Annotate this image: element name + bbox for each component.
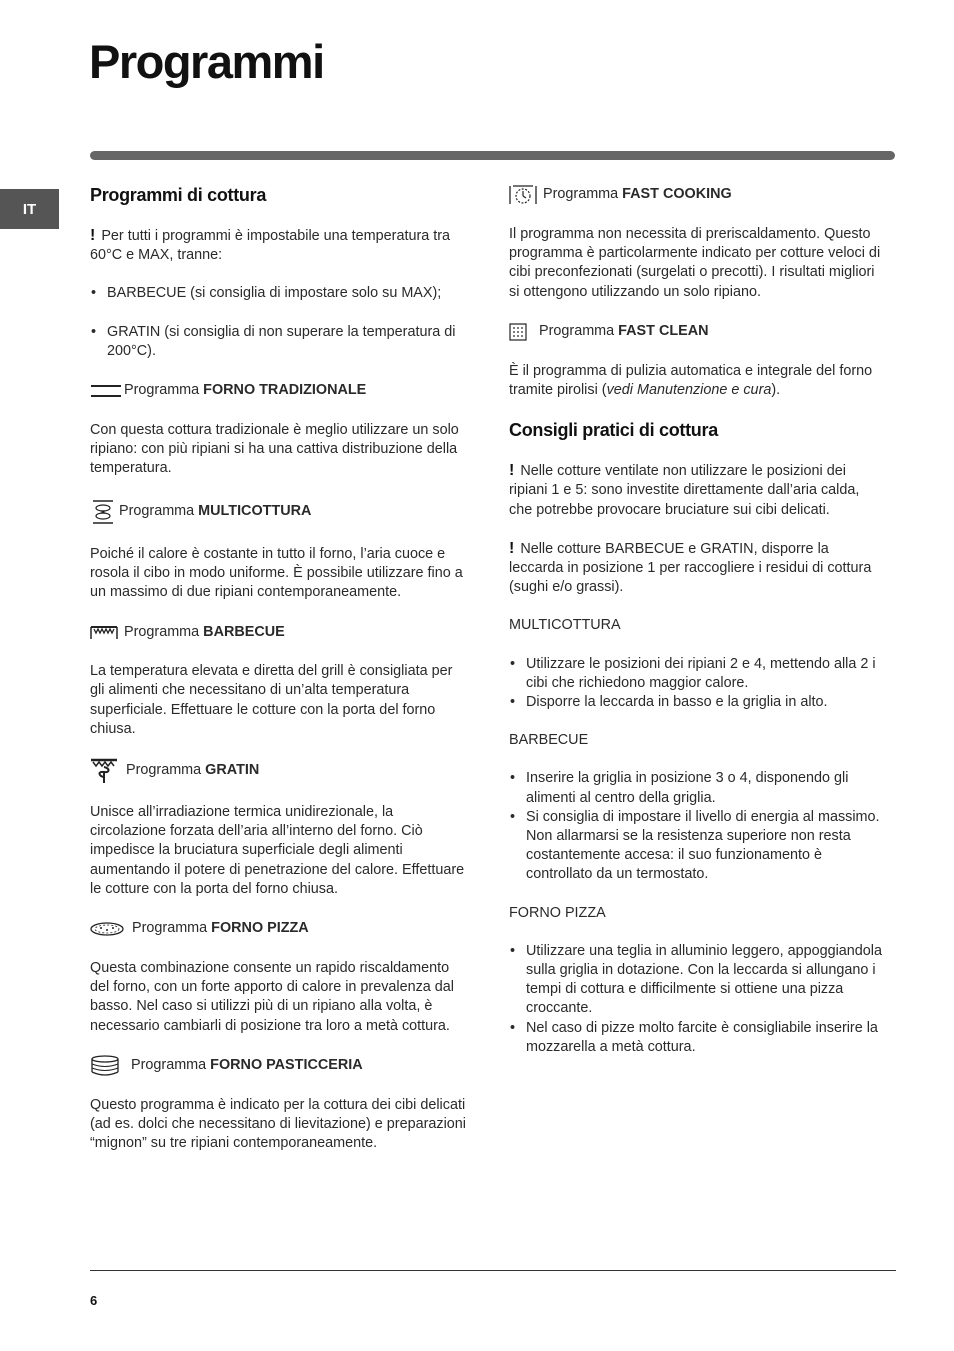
gratin-icon	[90, 758, 126, 784]
program-fast-cooking: Programma FAST COOKING	[509, 184, 883, 206]
forno-pizza-tips-list	[509, 942, 883, 1057]
program-description: È il programma di pulizia automatica e integrale del forno tramite pirolisi (vedi Manutenzione e cura).	[509, 362, 873, 399]
program-description: Con questa cottura tradizionale è meglio utilizzare un solo ripiano: con più ripiani si ha una cattiva distribuzione della temperatura.	[90, 422, 459, 477]
program-description: Questo programma è indicato per la cottura dei cibi delicati (ad es. dolci che necessitano di lievitazione) e preparazioni “mignon” su tre ripiani contemporaneamente.	[90, 1096, 466, 1152]
temperature-note: ! Per tutti i programmi è impostabile una temperatura tra 60°C e MAX, tranne:	[90, 227, 451, 264]
list-item: • GRATIN (si consiglia di non superare la temperatura di 200°C).	[90, 323, 466, 361]
program-barbecue: Programma BARBECUE	[90, 621, 466, 643]
tip-drip-tray: ! Nelle cotture BARBECUE e GRATIN, disporre la leccarda in posizione 1 per raccogliere i residui di cottura (sughi e/o grassi).	[509, 539, 872, 596]
header-divider-bar	[90, 151, 895, 160]
fan-icon	[90, 498, 119, 526]
grill-icon	[90, 624, 124, 640]
traditional-oven-icon	[90, 383, 124, 399]
warning-mark: !	[509, 539, 515, 557]
tip-ventilated: ! Nelle cotture ventilate non utilizzare le posizioni dei ripiani 1 e 5: sono investite direttamente dall’aria calda, che potrebbe provocare bruciature sui cibi delicati.	[509, 462, 860, 518]
program-description: Unisce all’irradiazione termica unidirezionale, la circolazione forzata dell’aria all’interno del forno. Ciò impedisce la bruciatura superficiale degli alimenti aumentando il potere di penetrazione del calore. Effettuare le cotture con la porta del forno chiusa.	[90, 804, 465, 897]
program-description: Poiché il calore è costante in tutto il forno, l’aria cuoce e rosola il cibo in modo uniforme. È possibile utilizzare fino a un massimo di due ripiani contemporaneamente.	[90, 545, 463, 601]
program-multicottura: Programma MULTICOTTURA	[90, 498, 466, 526]
pastry-icon	[90, 1055, 131, 1077]
program-forno-pizza: Programma FORNO PIZZA	[90, 918, 466, 940]
page-title: Programmi	[89, 35, 324, 88]
warning-mark: !	[509, 462, 515, 480]
multicottura-tips-list	[509, 655, 883, 713]
footer-divider	[90, 1270, 896, 1271]
program-forno-tradizionale: Programma FORNO TRADIZIONALE	[90, 380, 466, 402]
list-item: • Inserire la griglia in posizione 3 o 4, disponendo gli alimenti al centro della griglia.	[509, 769, 883, 807]
section-heading-cooking-programs: Programmi di cottura	[90, 185, 267, 205]
fast-clean-icon	[509, 323, 539, 341]
fast-cooking-icon	[509, 184, 543, 206]
program-fast-clean: Programma FAST CLEAN	[509, 321, 883, 343]
language-tab: IT	[0, 189, 59, 229]
page-number: 6	[90, 1293, 98, 1308]
program-gratin: Programma GRATIN	[90, 758, 466, 784]
barbecue-tips-list	[509, 769, 883, 884]
section-heading-cooking-tips: Consigli pratici di cottura	[509, 420, 718, 441]
list-item: • Utilizzare le posizioni dei ripiani 2 e 4, mettendo alla 2 i cibi che richiedono maggior calore.	[509, 655, 883, 693]
cross-reference-link: vedi Manutenzione e cura	[606, 382, 772, 399]
list-item: • Disporre la leccarda in basso e la griglia in alto.	[509, 693, 883, 712]
warning-mark: !	[90, 227, 96, 244]
program-description: Il programma non necessita di preriscaldamento. Questo programma è particolarmente indicato per cotture veloci di cibi preconfezionati (surgelati o precotti). I risultati migliori si ottengono utilizzando un solo ripiano.	[509, 226, 881, 300]
list-item: • Utilizzare una teglia in alluminio leggero, appoggiandola sulla griglia in dotazione. Con la leccarda si allungano i tempi di cottura e difficilmente si ottiene una pizza croccante.	[509, 942, 883, 1019]
left-column	[90, 184, 466, 1172]
program-forno-pasticceria: Programma FORNO PASTICCERIA	[90, 1055, 466, 1077]
pizza-icon	[90, 922, 132, 936]
subsection-label-forno-pizza: FORNO PIZZA	[509, 904, 606, 921]
program-description: Questa combinazione consente un rapido riscaldamento del forno, con un forte apporto di calore in prevalenza dal basso. Nel caso si utilizzi più di un ripiano alla volta, è necessario cambiarli di posizione tra loro a metà cottura.	[90, 960, 454, 1034]
program-description: La temperatura elevata e diretta del grill è consigliata per gli alimenti che necessitano di un’alta temperatura superficiale. Effettuare le cotture con la porta del forno chiusa.	[90, 663, 453, 737]
list-item: • Si consiglia di impostare il livello di energia al massimo. Non allarmarsi se la resistenza superiore non resta costantemente accesa: il suo funzionamento è controllato da un termostato.	[509, 808, 883, 885]
list-item: • BARBECUE (si consiglia di impostare solo su MAX);	[90, 284, 466, 303]
list-item: • Nel caso di pizze molto farcite è consigliabile inserire la mozzarella a metà cottura.	[509, 1019, 883, 1057]
exceptions-list	[90, 284, 466, 361]
subsection-label-barbecue: BARBECUE	[509, 732, 589, 749]
right-column	[509, 184, 883, 1076]
subsection-label-multicottura: MULTICOTTURA	[509, 617, 621, 634]
